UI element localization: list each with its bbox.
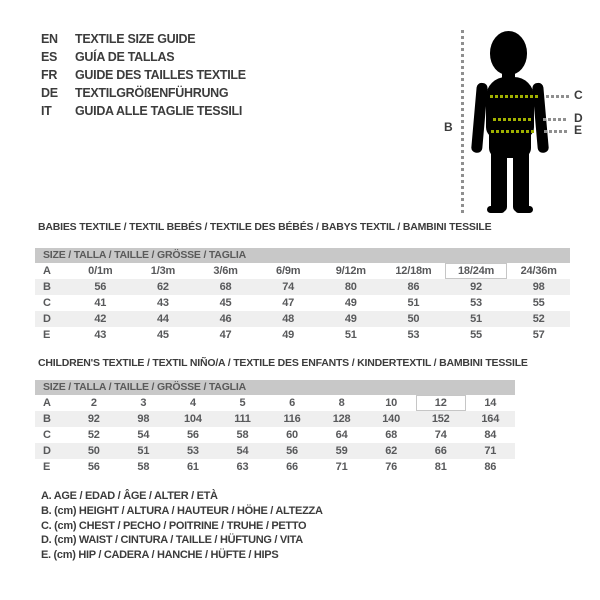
legend-chest: C. (cm) CHEST / PECHO / POITRINE / TRUHE / PETTO (41, 519, 307, 532)
table-body (35, 263, 570, 343)
lang-code: IT (41, 104, 52, 118)
size-cell: 45 (157, 329, 169, 341)
size-cell: 6 (289, 397, 295, 409)
size-cell: 49 (344, 297, 357, 309)
size-cell: 58 (137, 461, 150, 473)
row-label: B (43, 413, 51, 425)
size-cell: 84 (484, 429, 497, 441)
lang-code: FR (41, 68, 58, 82)
row-label: D (43, 313, 51, 325)
children-table-title: CHILDREN'S TEXTILE / TEXTIL NIÑO/A / TEXTILE DES ENFANTS / KINDERTEXTIL / BAMBINI TESSILE (38, 357, 528, 369)
size-cell: 46 (219, 313, 232, 325)
size-cell: 1/3m (150, 265, 176, 277)
size-cell: 53 (186, 445, 199, 457)
silhouette-leg (513, 144, 529, 212)
size-row (35, 459, 515, 475)
size-cell: 116 (283, 413, 301, 425)
size-cell: 49 (344, 313, 357, 325)
size-cell: 43 (94, 329, 107, 341)
size-row (35, 295, 570, 311)
size-cell: 56 (87, 461, 100, 473)
table-header: SIZE / TALLA / TAILLE / GRÖSSE / TAGLIA (35, 380, 515, 395)
size-cell: 140 (382, 413, 401, 425)
guide-title-en: TEXTILE SIZE GUIDE (75, 32, 196, 46)
legend-waist: D. (cm) WAIST / CINTURA / TAILLE / HÜFTUNG / VITA (41, 534, 303, 547)
size-cell: 3 (140, 397, 147, 409)
lang-code: EN (41, 32, 58, 46)
size-cell: 42 (94, 313, 107, 325)
size-cell: 54 (137, 429, 150, 441)
lang-code: DE (41, 86, 58, 100)
size-cell: 62 (385, 445, 398, 457)
size-cell: 55 (532, 297, 545, 309)
size-cell: 61 (186, 461, 199, 473)
row-label: D (43, 445, 51, 457)
size-cell: 57 (532, 329, 545, 341)
size-cell: 92 (470, 281, 482, 293)
size-cell: 51 (344, 329, 357, 341)
size-cell: 24/36m (520, 265, 557, 277)
silhouette-foot (487, 206, 505, 213)
size-row (35, 311, 570, 327)
size-row (35, 327, 570, 343)
size-cell: 104 (184, 413, 202, 425)
size-cell: 62 (157, 281, 169, 293)
row-label: A (43, 265, 51, 277)
size-cell: 60 (286, 429, 298, 441)
size-cell: 63 (236, 461, 249, 473)
size-cell: 48 (282, 313, 295, 325)
babies-size-table (35, 248, 570, 343)
waist-measure-line (493, 118, 533, 121)
size-cell: 0/1m (88, 265, 113, 277)
size-row (35, 427, 515, 443)
size-cell: 43 (157, 297, 169, 309)
size-row (35, 411, 515, 427)
row-label: E (43, 329, 51, 341)
size-cell: 14 (484, 397, 497, 409)
size-cell: 3/6m (213, 265, 238, 277)
chest-guide-line (546, 95, 570, 98)
size-cell: 59 (335, 445, 348, 457)
height-label: B (444, 120, 453, 134)
row-label: C (43, 297, 51, 309)
size-cell: 68 (219, 281, 232, 293)
silhouette-leg (491, 144, 507, 212)
size-cell: 164 (481, 413, 500, 425)
hip-label: E (574, 123, 582, 137)
size-cell: 49 (282, 329, 295, 341)
size-cell: 5 (239, 397, 246, 409)
size-cell: 53 (407, 329, 420, 341)
size-cell: 64 (335, 429, 348, 441)
waist-label: D (574, 111, 583, 125)
size-cell: 10 (385, 397, 398, 409)
language-title-list (41, 30, 246, 120)
size-cell: 66 (286, 461, 298, 473)
lang-row-en (41, 30, 246, 48)
measurement-figure (440, 24, 600, 224)
size-cell: 56 (186, 429, 199, 441)
size-cell: 74 (434, 429, 447, 441)
table-header: SIZE / TALLA / TAILLE / GRÖSSE / TAGLIA (35, 248, 570, 263)
guide-title-de: TEXTILGRÖßENFÜHRUNG (75, 86, 229, 100)
size-cell: 68 (385, 429, 398, 441)
measurement-legend (41, 489, 323, 563)
guide-title-fr: GUIDE DES TAILLES TEXTILE (75, 68, 246, 82)
size-cell: 111 (234, 413, 251, 425)
height-measure-line (461, 30, 464, 216)
row-label: E (43, 461, 51, 473)
legend-age: A. AGE / EDAD / ÂGE / ALTER / ETÀ (41, 490, 218, 502)
size-cell: 76 (385, 461, 398, 473)
size-row (35, 443, 515, 459)
size-cell: 55 (470, 329, 482, 341)
size-cell: 12/18m (395, 265, 432, 277)
legend-height: B. (cm) HEIGHT / ALTURA / HAUTEUR / HÖHE / ALTEZZA (41, 504, 323, 517)
size-row (35, 395, 515, 411)
chest-label: C (574, 88, 583, 102)
size-cell: 152 (431, 413, 450, 425)
lang-row-it (41, 102, 246, 120)
waist-guide-line (543, 118, 568, 121)
guide-title-es: GUÍA DE TALLAS (75, 50, 175, 64)
lang-row-fr (41, 66, 246, 84)
highlighted-size-cell: 12 (416, 395, 466, 411)
size-cell: 4 (189, 397, 196, 409)
size-cell: 51 (137, 445, 150, 457)
lang-code: ES (41, 50, 58, 64)
size-cell: 41 (94, 297, 107, 309)
size-cell: 56 (286, 445, 298, 457)
size-row (35, 279, 570, 295)
lang-row-es (41, 48, 246, 66)
size-cell: 56 (94, 281, 107, 293)
row-label: A (43, 397, 51, 409)
size-cell: 58 (236, 429, 249, 441)
size-cell: 128 (332, 413, 351, 425)
size-cell: 8 (338, 397, 345, 409)
size-cell: 2 (90, 397, 97, 409)
silhouette-foot (515, 206, 533, 213)
row-label: C (43, 429, 51, 441)
size-cell: 86 (407, 281, 420, 293)
size-cell: 9/12m (335, 265, 366, 277)
row-label: B (43, 281, 51, 293)
chest-measure-line (490, 95, 538, 98)
size-cell: 45 (219, 297, 232, 309)
lang-row-de (41, 84, 246, 102)
size-cell: 44 (157, 313, 169, 325)
table-body (35, 395, 515, 475)
size-cell: 52 (532, 313, 545, 325)
size-row (35, 263, 570, 279)
size-cell: 86 (484, 461, 497, 473)
size-cell: 52 (87, 429, 100, 441)
size-cell: 92 (87, 413, 100, 425)
guide-title-it: GUIDA ALLE TAGLIE TESSILI (75, 104, 243, 118)
size-cell: 81 (434, 461, 447, 473)
size-cell: 66 (434, 445, 447, 457)
children-size-table (35, 380, 515, 475)
size-cell: 50 (407, 313, 420, 325)
size-cell: 47 (219, 329, 232, 341)
size-cell: 53 (470, 297, 482, 309)
size-cell: 80 (344, 281, 357, 293)
hip-guide-line (544, 130, 568, 133)
size-cell: 98 (137, 413, 150, 425)
size-cell: 54 (236, 445, 249, 457)
size-cell: 51 (470, 313, 482, 325)
size-cell: 74 (282, 281, 295, 293)
size-cell: 98 (532, 281, 545, 293)
highlighted-size-cell: 18/24m (445, 263, 508, 279)
size-cell: 51 (407, 297, 420, 309)
babies-table-title: BABIES TEXTILE / TEXTIL BEBÉS / TEXTILE DES BÉBÉS / BABYS TEXTIL / BAMBINI TESSILE (38, 221, 492, 233)
size-cell: 6/9m (276, 265, 301, 277)
hip-measure-line (491, 130, 535, 133)
size-cell: 47 (282, 297, 295, 309)
size-cell: 50 (87, 445, 100, 457)
size-cell: 71 (335, 461, 348, 473)
legend-hip: E. (cm) HIP / CADERA / HANCHE / HÜFTE / HIPS (41, 549, 279, 562)
size-cell: 71 (484, 445, 497, 457)
